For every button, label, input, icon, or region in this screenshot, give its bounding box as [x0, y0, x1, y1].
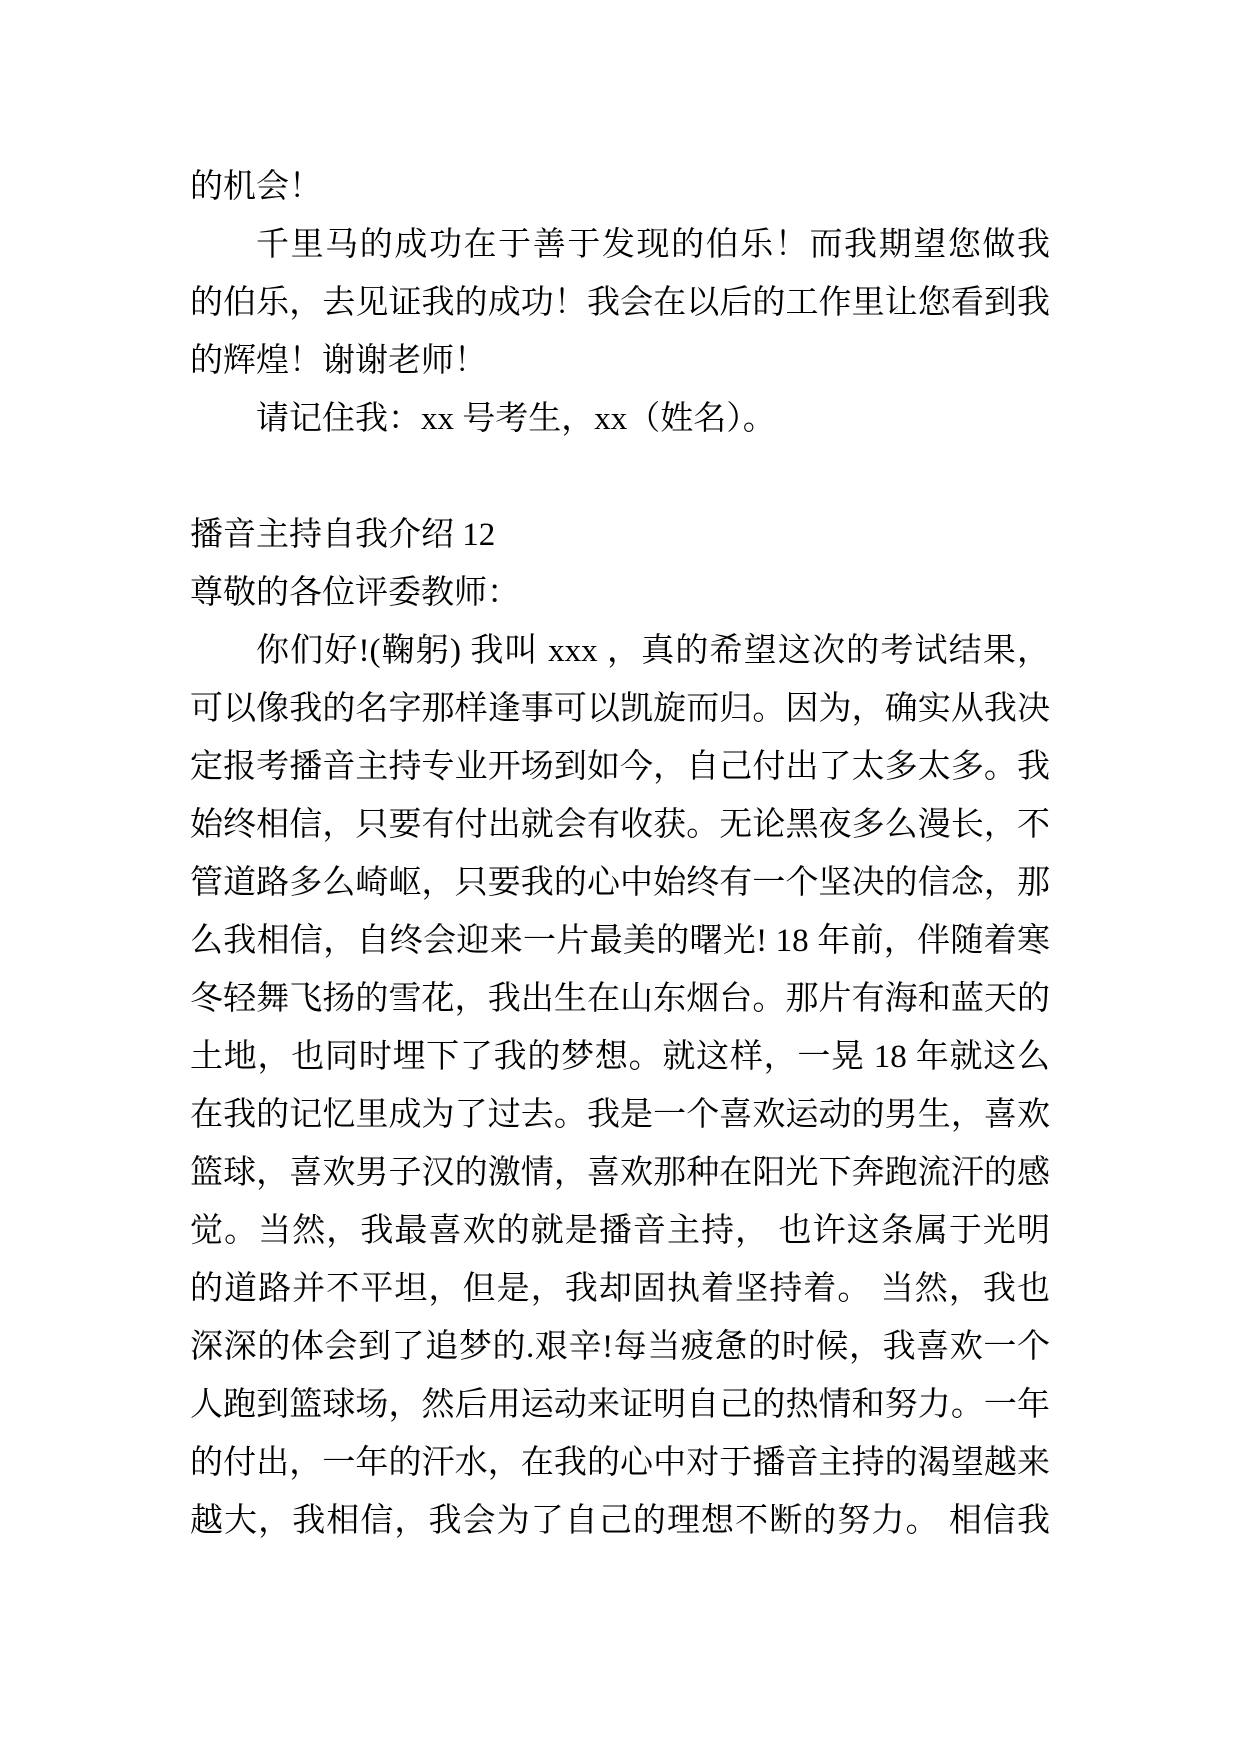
text-line: 么我相信，自终会迎来一片最美的曙光! 18 年前，伴随着寒 — [190, 923, 1050, 959]
text-line: 你们好!(鞠躬) 我叫 xxx ，真的希望这次的考试结果， — [256, 633, 1050, 669]
text-line: 篮球，喜欢男子汉的激情，喜欢那种在阳光下奔跑流汗的感 — [190, 1155, 1050, 1191]
text-line: 千里马的成功在于善于发现的伯乐！而我期望您做我 — [256, 227, 1050, 263]
text-line: 的伯乐，去见证我的成功！我会在以后的工作里让您看到我 — [190, 285, 1050, 321]
text-line: 管道路多么崎岖，只要我的心中始终有一个坚决的信念，那 — [190, 865, 1050, 901]
text-line: 的辉煌！谢谢老师！ — [190, 343, 487, 379]
text-line: 越大，我相信，我会为了自己的理想不断的努力。 相信我 — [190, 1503, 1050, 1539]
blank-line — [190, 448, 1050, 506]
text-line: 请记住我：xx 号考生，xx（姓名）。 — [256, 401, 776, 437]
text-line: 尊敬的各位评委教师： — [190, 575, 520, 611]
text-line: 在我的记忆里成为了过去。我是一个喜欢运动的男生，喜欢 — [190, 1097, 1050, 1133]
text-line: 始终相信，只要有付出就会有收获。无论黑夜多么漫长，不 — [190, 807, 1050, 843]
text-line: 人跑到篮球场，然后用运动来证明自己的热情和努力。一年 — [190, 1387, 1050, 1423]
text-line: 冬轻舞飞扬的雪花，我出生在山东烟台。那片有海和蓝天的 — [190, 981, 1050, 1017]
text-line: 可以像我的名字那样逢事可以凯旋而归。因为，确实从我决 — [190, 691, 1050, 727]
text-line: 的机会！ — [190, 169, 322, 205]
text-line: 的道路并不平坦，但是，我却固执着坚持着。 当然，我也 — [190, 1271, 1050, 1307]
text-line: 土地，也同时埋下了我的梦想。就这样，一晃 18 年就这么 — [190, 1039, 1050, 1075]
text-line: 深深的体会到了追梦的.艰辛!每当疲惫的时候，我喜欢一个 — [190, 1329, 1050, 1365]
text-content — [190, 158, 1050, 1550]
text-line: 播音主持自我介绍 12 — [190, 517, 496, 553]
text-line: 觉。当然，我最喜欢的就是播音主持， 也许这条属于光明 — [190, 1213, 1050, 1249]
text-line: 的付出，一年的汗水，在我的心中对于播音主持的渴望越来 — [190, 1445, 1050, 1481]
text-line: 定报考播音主持专业开场到如今，自己付出了太多太多。我 — [190, 749, 1050, 785]
